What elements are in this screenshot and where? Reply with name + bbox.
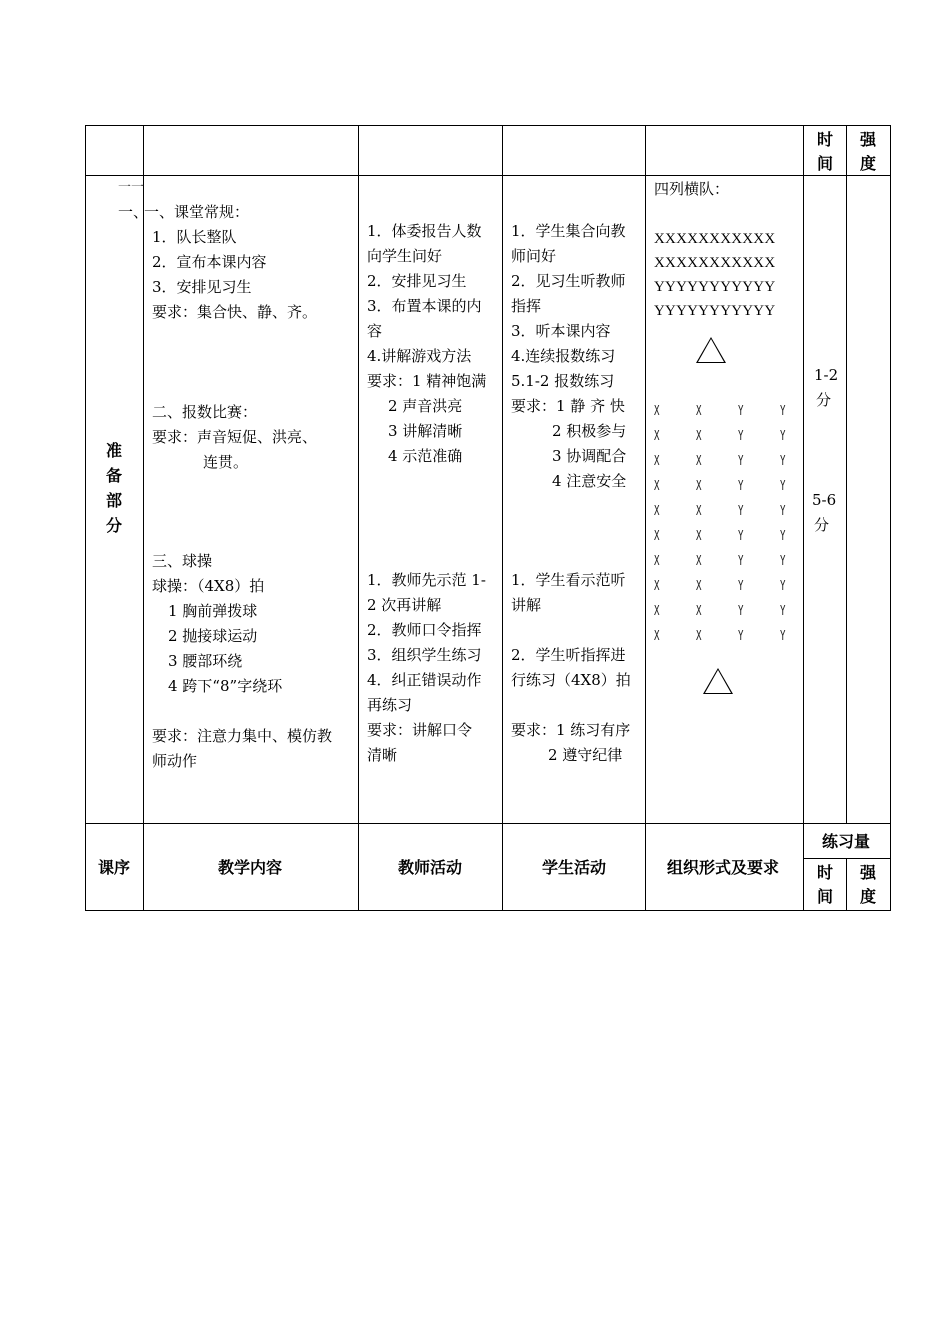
formation-mark: X: [654, 479, 660, 494]
footer-time: 时间: [817, 863, 834, 906]
formation-mark: X: [654, 579, 660, 594]
teacher-line: 3．布置本课的内: [367, 297, 482, 315]
formation-row: YYYYYYYYYYY: [654, 303, 776, 319]
formation-mark: X: [654, 604, 660, 619]
formation-mark: X: [696, 579, 702, 594]
teacher-line: 3．组织学生练习: [367, 646, 482, 664]
s1-item: 3．安排见习生: [152, 278, 252, 296]
teacher-line: 要求：讲解口令: [367, 721, 473, 739]
section-label: 准备部分: [106, 441, 123, 535]
header-time: 时间: [817, 130, 834, 173]
formation-mark: X: [654, 429, 660, 444]
student-line: 4.连续报数练习: [511, 347, 616, 365]
teacher-line: 向学生问好: [367, 247, 443, 265]
s3-item: 3 腰部环绕: [168, 652, 243, 670]
formation-mark: X: [696, 554, 702, 569]
formation-mark: X: [696, 479, 702, 494]
formation-mark: X: [696, 429, 702, 444]
student-line: 2 遵守纪律: [548, 746, 623, 764]
formation-mark: X: [696, 629, 702, 644]
teacher-position-icon: [703, 668, 733, 694]
student-line: 3．听本课内容: [511, 322, 611, 340]
student-line: 2．见习生听教师: [511, 272, 626, 290]
formation-mark: Y: [738, 629, 744, 644]
teacher-position-icon: [696, 337, 726, 363]
teacher-line: 1．体委报告人数: [367, 222, 482, 240]
s1-item: 1．队长整队: [152, 228, 237, 246]
teacher-line: 要求：1 精神饱满: [367, 372, 487, 390]
student-line: 指挥: [511, 297, 542, 315]
footer-student: 学生活动: [542, 858, 607, 877]
time-unit: 分: [816, 391, 832, 409]
student-line: 1．学生看示范听: [511, 571, 626, 589]
formation-mark: X: [696, 504, 702, 519]
footer-practice: 练习量: [822, 832, 871, 851]
student-line: 5.1-2 报数练习: [511, 372, 615, 390]
formation-mark: Y: [780, 579, 786, 594]
formation-mark: Y: [780, 479, 786, 494]
teacher-line: 再练习: [367, 696, 413, 714]
s3-item: 1 胸前弹拨球: [168, 602, 258, 620]
s3-item: 2 抛接球运动: [168, 627, 258, 645]
formation-mark: Y: [738, 504, 744, 519]
formation-mark: X: [696, 604, 702, 619]
formation-mark: Y: [780, 529, 786, 544]
student-line: 2．学生听指挥进: [511, 646, 626, 664]
formation-mark: X: [654, 454, 660, 469]
teacher-line: 4．纠正错误动作: [367, 671, 482, 689]
teacher-line: 4 示范准确: [388, 447, 463, 465]
formation-mark: Y: [738, 529, 744, 544]
student-line: 4 注意安全: [552, 472, 627, 490]
time-value: 1-2: [814, 366, 839, 384]
s2-requirement-cont: 连贯。: [203, 453, 249, 471]
student-line: 行练习（4X8）拍: [511, 671, 631, 689]
teacher-line: 2 次再讲解: [367, 596, 442, 614]
student-line: 讲解: [511, 596, 542, 614]
s3-subtitle: 球操：（4X8）拍: [152, 577, 265, 595]
s3-title: 三、球操: [152, 552, 213, 570]
formation-mark: Y: [780, 429, 786, 444]
header-intensity: 强度: [860, 130, 877, 173]
footer-content: 教学内容: [218, 858, 283, 877]
formation-mark: Y: [738, 554, 744, 569]
formation-mark: Y: [738, 429, 744, 444]
formation-mark: X: [654, 554, 660, 569]
time-value: 5-6: [812, 491, 837, 509]
footer-teacher: 教师活动: [398, 858, 463, 877]
teacher-line: 4.讲解游戏方法: [367, 347, 472, 365]
formation-mark: Y: [780, 454, 786, 469]
formation-mark: Y: [780, 604, 786, 619]
formation-mark: Y: [738, 604, 744, 619]
formation-mark: X: [654, 529, 660, 544]
footer-order: 课序: [98, 858, 131, 877]
s3-item: 4 跨下“8”字绕环: [168, 677, 283, 695]
s1-item: 2．宣布本课内容: [152, 253, 267, 271]
student-line: 要求：1 静 齐 快: [511, 397, 625, 415]
formation-mark: Y: [738, 404, 744, 419]
formation-mark: Y: [780, 404, 786, 419]
formation-mark: Y: [780, 504, 786, 519]
formation-mark: X: [654, 629, 660, 644]
formation-mark: Y: [738, 579, 744, 594]
formation-mark: X: [654, 504, 660, 519]
student-line: 1．学生集合向教: [511, 222, 626, 240]
stray-dash: 一一: [118, 180, 145, 195]
formation-mark: X: [696, 404, 702, 419]
student-line: 要求：1 练习有序: [511, 721, 631, 739]
s3-requirement-cont: 师动作: [152, 752, 198, 770]
student-line: 2 积极参与: [552, 422, 627, 440]
s1-requirement: 要求：集合快、静、齐。: [152, 303, 318, 321]
list-marker: 一、: [118, 203, 149, 221]
s1-title: 一、课堂常规：: [144, 203, 250, 221]
formation-row: XXXXXXXXXXX: [654, 231, 776, 247]
time-unit: 分: [814, 516, 830, 534]
s2-requirement: 要求：声音短促、洪亮、: [152, 428, 318, 446]
footer-org: 组织形式及要求: [667, 858, 780, 877]
formation-mark: Y: [780, 554, 786, 569]
student-line: 3 协调配合: [552, 447, 627, 465]
footer-intensity: 强度: [860, 863, 877, 906]
formation-mark: Y: [780, 629, 786, 644]
teacher-line: 2．教师口令指挥: [367, 621, 482, 639]
teacher-line: 1．教师先示范 1-: [367, 571, 486, 589]
org-title: 四列横队：: [654, 180, 730, 198]
formation-row: XXXXXXXXXXX: [654, 255, 776, 271]
formation-mark: Y: [738, 479, 744, 494]
s3-requirement: 要求：注意力集中、模仿教: [152, 727, 333, 745]
formation-row: YYYYYYYYYYY: [654, 279, 776, 295]
formation-mark: Y: [738, 454, 744, 469]
teacher-line: 3 讲解清晰: [388, 422, 463, 440]
teacher-line: 容: [367, 322, 383, 340]
formation-mark: X: [696, 529, 702, 544]
teacher-line: 2 声音洪亮: [388, 397, 463, 415]
s2-title: 二、报数比赛：: [152, 403, 258, 421]
teacher-line: 清晰: [367, 746, 398, 764]
student-line: 师问好: [511, 247, 557, 265]
formation-mark: X: [696, 454, 702, 469]
formation-mark: X: [654, 404, 660, 419]
teacher-line: 2．安排见习生: [367, 272, 467, 290]
